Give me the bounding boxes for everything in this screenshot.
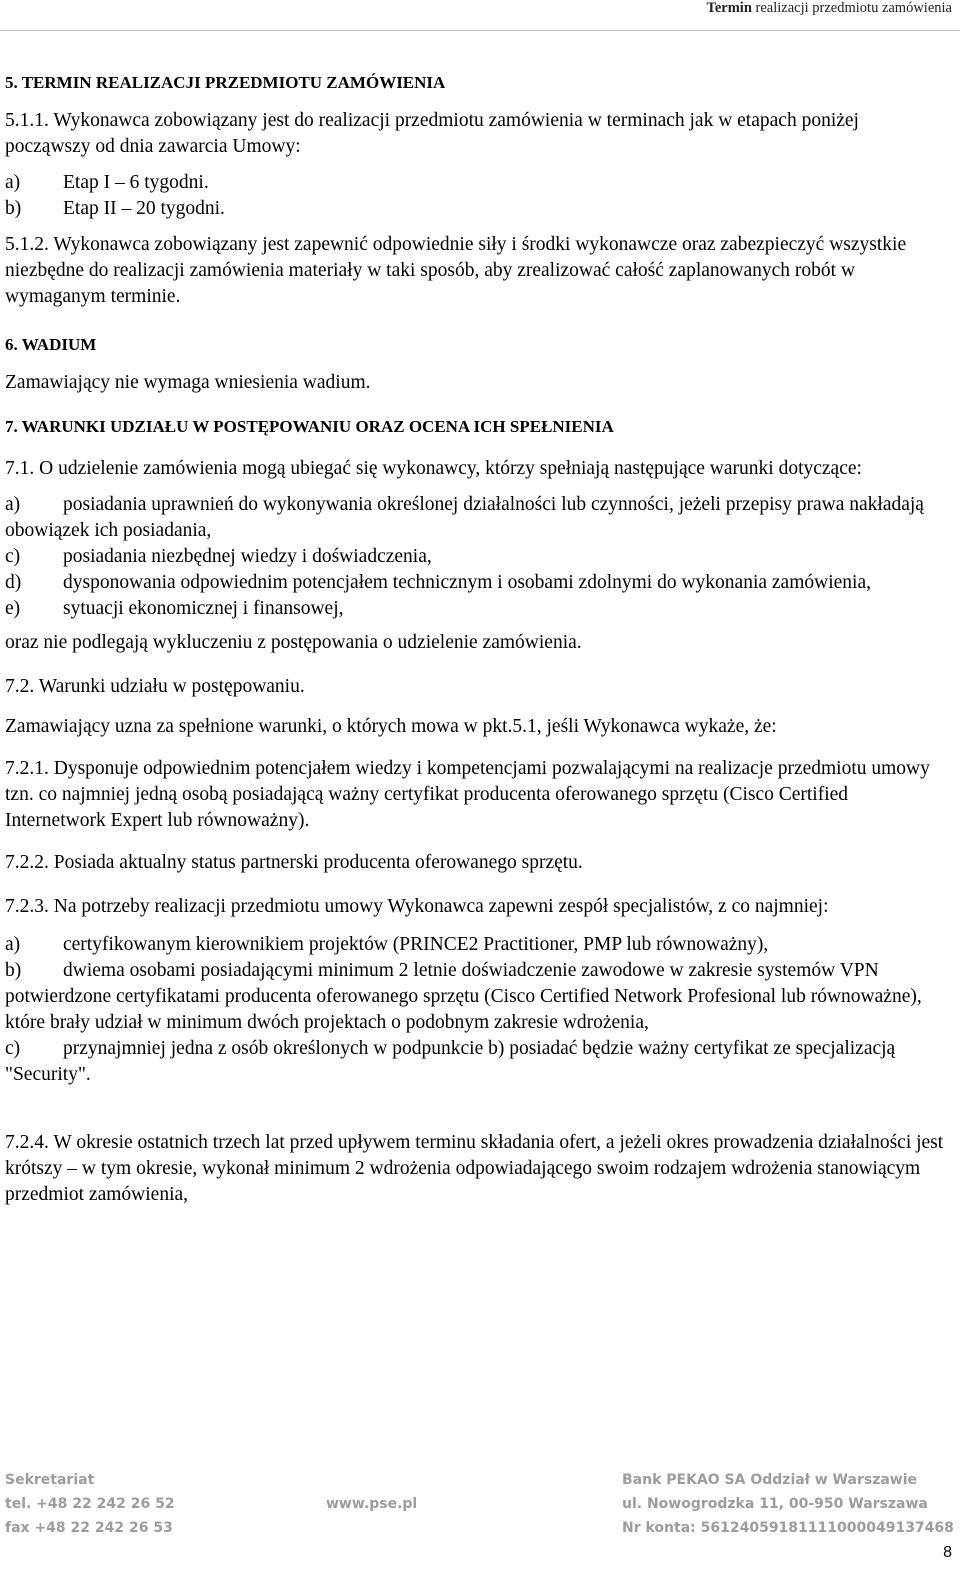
specjalisci-list	[5, 932, 947, 1088]
list-item: a) certyfikowanym kierownikiem projektów (PRINCE2 Practitioner, PMP lub równoważny),	[5, 934, 769, 955]
paragraph-7-2-4: 7.2.4. W okresie ostatnich trzech lat przed upływem terminu składania ofert, a jeżeli okres prowadzenia działalności jest krótszy – w tym okresie, wykonał minimum 2 wdrożenia odpowiadającego swoim rodzajem wdrożenia stanowiącym przedmiot zamówienia,	[5, 1132, 944, 1205]
page-footer	[0, 1458, 960, 1578]
list-item: a) Etap I – 6 tygodni.	[5, 172, 209, 193]
paragraph-7-2-2: 7.2.2. Posiada aktualny status partnerski producenta oferowanego sprzętu.	[5, 852, 583, 873]
running-header	[707, 0, 952, 17]
footer-contact	[5, 1468, 175, 1540]
paragraph-5-1-2: 5.1.2. Wykonawca zobowiązany jest zapewnić odpowiednie siły i środki wykonawcze oraz zabezpieczyć wszystkie niezbędne do realizacji zamówienia materiały w taki sposób, aby zrealizować całość zaplanowanych robót w wymaganym terminie.	[5, 234, 907, 307]
wadium-text: Zamawiający nie wymaga wniesienia wadium.	[5, 372, 371, 393]
section-6-heading: 6. WADIUM	[5, 335, 97, 354]
list-item: b) Etap II – 20 tygodni.	[5, 198, 225, 219]
footer-bank	[622, 1468, 954, 1540]
footer-sekretariat: Sekretariat	[5, 1472, 95, 1488]
oraz-text: oraz nie podlegają wykluczeniu z postępowania o udzielenie zamówienia.	[5, 632, 582, 653]
list-item: c) posiadania niezbędnej wiedzy i doświadczenia,	[5, 546, 432, 567]
document-body	[5, 70, 947, 1208]
running-header-rest: realizacji przedmiotu zamówienia	[751, 0, 952, 16]
paragraph-7-2: 7.2. Warunki udziału w postępowaniu.	[5, 676, 305, 697]
uzna-text: Zamawiający uzna za spełnione warunki, o których mowa w pkt.5.1, jeśli Wykonawca wykaże, że:	[5, 716, 777, 737]
footer-www: www.pse.pl	[326, 1496, 418, 1512]
running-header-bold: Termin	[706, 0, 752, 16]
page-header	[0, 0, 960, 31]
footer-tel: tel. +48 22 242 26 52	[5, 1496, 175, 1512]
list-item: a) posiadania uprawnień do wykonywania określonej działalności lub czynności, jeżeli przepisy prawa nakładają obowiązek ich posiadania,	[5, 494, 924, 541]
list-item: d) dysponowania odpowiednim potencjałem technicznym i osobami zdolnymi do wykonania zamówienia,	[5, 572, 871, 593]
list-item: c) przynajmniej jedna z osób określonych w podpunkcie b) posiadać będzie ważny certyfikat ze specjalizacją "Security".	[5, 1038, 896, 1085]
footer-bank-address: ul. Nowogrodzka 11, 00-950 Warszawa	[622, 1496, 928, 1512]
list-item: e) sytuacji ekonomicznej i finansowej,	[5, 598, 344, 619]
footer-web	[326, 1492, 417, 1516]
footer-fax: fax +48 22 242 26 53	[5, 1520, 173, 1536]
section-7-heading: 7. WARUNKI UDZIAŁU W POSTĘPOWANIU ORAZ OCENA ICH SPEŁNIENIA	[5, 417, 614, 436]
section-5-heading: 5. TERMIN REALIZACJI PRZEDMIOTU ZAMÓWIENIA	[5, 73, 446, 92]
warunki-list	[5, 492, 947, 622]
list-item: b) dwiema osobami posiadającymi minimum 2 letnie doświadczenie zawodowe w zakresie systemów VPN potwierdzone certyfikatami producenta oferowanego sprzętu (Cisco Certified Network Profesional lub równoważne), które brały udział w minimum dwóch projektach o podobnym zakresie wdrożenia,	[5, 960, 922, 1033]
footer-bank-name: Bank PEKAO SA Oddział w Warszawie	[622, 1472, 918, 1488]
paragraph-7-2-1: 7.2.1. Dysponuje odpowiednim potencjałem wiedzy i kompetencjami pozwalającymi na realizacje przedmiotu umowy tzn. co najmniej jedną osobą posiadającą ważny certyfikat producenta oferowanego sprzętu (Cisco Certified Internetwork Expert lub równoważny).	[5, 758, 930, 831]
page-number: 8	[943, 1544, 952, 1561]
paragraph-5-1-1: 5.1.1. Wykonawca zobowiązany jest do realizacji przedmiotu zamówienia w terminach jak w etapach poniżej począwszy od dnia zawarcia Umowy:	[5, 110, 859, 157]
etapy-list	[5, 170, 947, 222]
paragraph-7-2-3: 7.2.3. Na potrzeby realizacji przedmiotu umowy Wykonawca zapewni zespół specjalistów, z co najmniej:	[5, 896, 829, 917]
paragraph-7-1: 7.1. O udzielenie zamówienia mogą ubiegać się wykonawcy, którzy spełniają następujące warunki dotyczące:	[5, 458, 862, 479]
footer-bank-account: Nr konta: 56124059181111000049137468	[622, 1520, 954, 1536]
